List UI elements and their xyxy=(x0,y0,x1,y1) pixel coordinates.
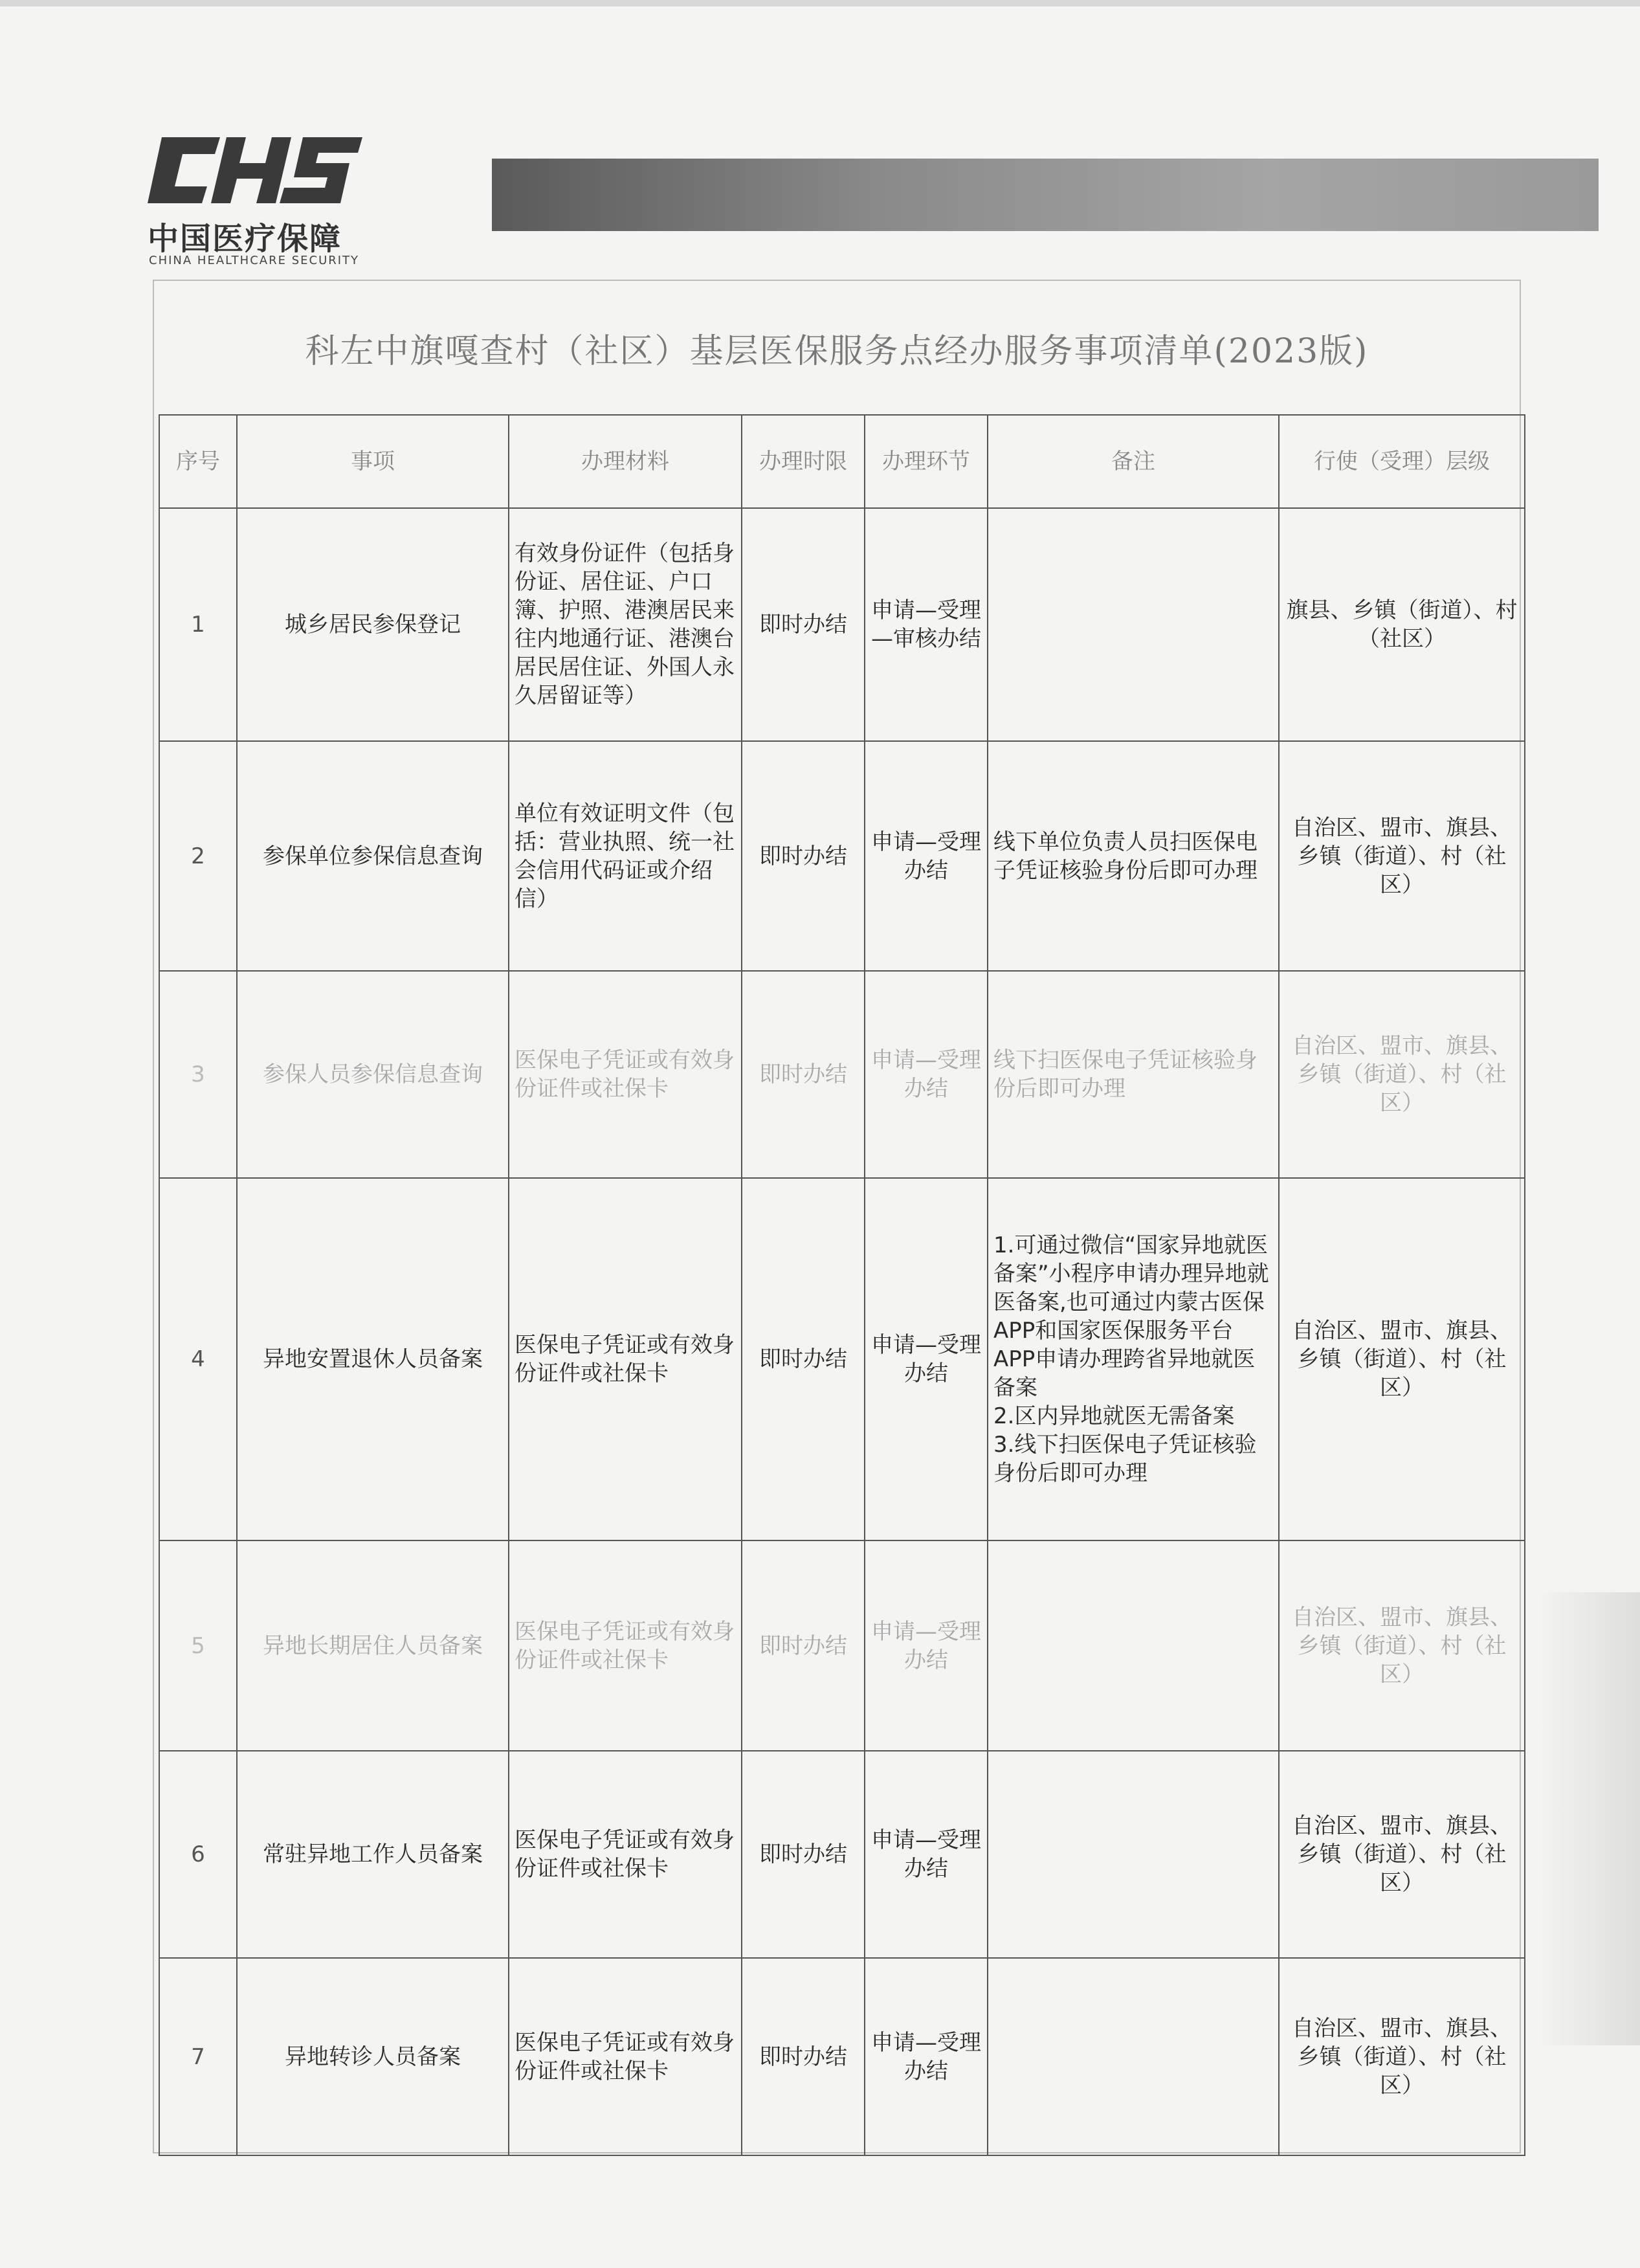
table-row xyxy=(159,741,1525,971)
row-materials: 医保电子凭证或有效身份证件或社保卡 xyxy=(509,1540,742,1751)
header-level: 行使（受理）层级 xyxy=(1279,415,1525,508)
table-row xyxy=(159,1958,1525,2155)
scan-smudge xyxy=(1536,1592,1640,2045)
row-item: 常驻异地工作人员备案 xyxy=(237,1751,509,1958)
row-remarks xyxy=(988,1751,1279,1958)
row-time-limit: 即时办结 xyxy=(742,1751,865,1958)
row-seq: 3 xyxy=(159,971,237,1178)
row-level: 自治区、盟市、旗县、乡镇（街道）、村（社区） xyxy=(1279,1178,1525,1540)
row-time-limit: 即时办结 xyxy=(742,508,865,741)
row-materials: 医保电子凭证或有效身份证件或社保卡 xyxy=(509,971,742,1178)
row-process: 申请—受理办结 xyxy=(865,971,988,1178)
row-remarks: 线下单位负责人员扫医保电子凭证核验身份后即可办理 xyxy=(988,741,1279,971)
header-time-limit: 办理时限 xyxy=(742,415,865,508)
row-item: 异地安置退休人员备案 xyxy=(237,1178,509,1540)
row-seq: 5 xyxy=(159,1540,237,1751)
row-level: 旗县、乡镇（街道）、村（社区） xyxy=(1279,508,1525,741)
row-item: 城乡居民参保登记 xyxy=(237,508,509,741)
scan-edge xyxy=(0,0,1640,6)
table-row xyxy=(159,508,1525,741)
service-items-table xyxy=(159,414,1525,2156)
row-process: 申请—受理办结 xyxy=(865,1958,988,2155)
row-remarks xyxy=(988,1958,1279,2155)
row-materials: 有效身份证件（包括身份证、居住证、户口簿、护照、港澳居民来往内地通行证、港澳台居民居住证、外国人永久居留证等） xyxy=(509,508,742,741)
row-level: 自治区、盟市、旗县、乡镇（街道）、村（社区） xyxy=(1279,971,1525,1178)
table-header-row xyxy=(159,415,1525,508)
table-row xyxy=(159,1540,1525,1751)
row-item: 参保人员参保信息查询 xyxy=(237,971,509,1178)
row-time-limit: 即时办结 xyxy=(742,1178,865,1540)
row-time-limit: 即时办结 xyxy=(742,1540,865,1751)
row-remarks xyxy=(988,1540,1279,1751)
header-process: 办理环节 xyxy=(865,415,988,508)
header-materials: 办理材料 xyxy=(509,415,742,508)
row-seq: 4 xyxy=(159,1178,237,1540)
row-item: 异地长期居住人员备案 xyxy=(237,1540,509,1751)
document-title: 科左中旗嘎查村（社区）基层医保服务点经办服务事项清单(2023版) xyxy=(305,332,1369,371)
row-remarks xyxy=(988,508,1279,741)
row-materials: 单位有效证明文件（包括：营业执照、统一社会信用代码证或介绍信） xyxy=(509,741,742,971)
row-process: 申请—受理办结 xyxy=(865,741,988,971)
chs-logo xyxy=(142,129,375,275)
chs-logo-mark-icon xyxy=(142,129,375,210)
row-level: 自治区、盟市、旗县、乡镇（街道）、村（社区） xyxy=(1279,1751,1525,1958)
table-row xyxy=(159,971,1525,1178)
row-process: 申请—受理办结 xyxy=(865,1751,988,1958)
row-time-limit: 即时办结 xyxy=(742,1958,865,2155)
row-seq: 6 xyxy=(159,1751,237,1958)
row-seq: 1 xyxy=(159,508,237,741)
row-materials: 医保电子凭证或有效身份证件或社保卡 xyxy=(509,1751,742,1958)
row-process: 申请—受理办结 xyxy=(865,1540,988,1751)
row-remarks: 线下扫医保电子凭证核验身份后即可办理 xyxy=(988,971,1279,1178)
table-row xyxy=(159,1751,1525,1958)
row-time-limit: 即时办结 xyxy=(742,741,865,971)
header-remarks: 备注 xyxy=(988,415,1279,508)
row-remarks: 1.可通过微信“国家异地就医备案”小程序申请办理异地就医备案,也可通过内蒙古医保APP和国家医保服务平台APP申请办理跨省异地就医备案 2.区内异地就医无需备案 3.线下扫医保电子凭证核验身份后即可办理 xyxy=(988,1178,1279,1540)
row-process: 申请—受理办结 xyxy=(865,1178,988,1540)
row-seq: 7 xyxy=(159,1958,237,2155)
row-materials: 医保电子凭证或有效身份证件或社保卡 xyxy=(509,1178,742,1540)
row-item: 异地转诊人员备案 xyxy=(237,1958,509,2155)
row-materials: 医保电子凭证或有效身份证件或社保卡 xyxy=(509,1958,742,2155)
header-seq: 序号 xyxy=(159,415,237,508)
row-time-limit: 即时办结 xyxy=(742,971,865,1178)
row-level: 自治区、盟市、旗县、乡镇（街道）、村（社区） xyxy=(1279,741,1525,971)
row-item: 参保单位参保信息查询 xyxy=(237,741,509,971)
row-level: 自治区、盟市、旗县、乡镇（街道）、村（社区） xyxy=(1279,1958,1525,2155)
row-seq: 2 xyxy=(159,741,237,971)
row-process: 申请—受理—审核办结 xyxy=(865,508,988,741)
header-item: 事项 xyxy=(237,415,509,508)
logo-chinese-name: 中国医疗保障 xyxy=(148,221,342,257)
row-level: 自治区、盟市、旗县、乡镇（街道）、村（社区） xyxy=(1279,1540,1525,1751)
table-row xyxy=(159,1178,1525,1540)
logo-english-name: CHINA HEALTHCARE SECURITY xyxy=(149,254,360,267)
header-banner xyxy=(492,159,1599,231)
